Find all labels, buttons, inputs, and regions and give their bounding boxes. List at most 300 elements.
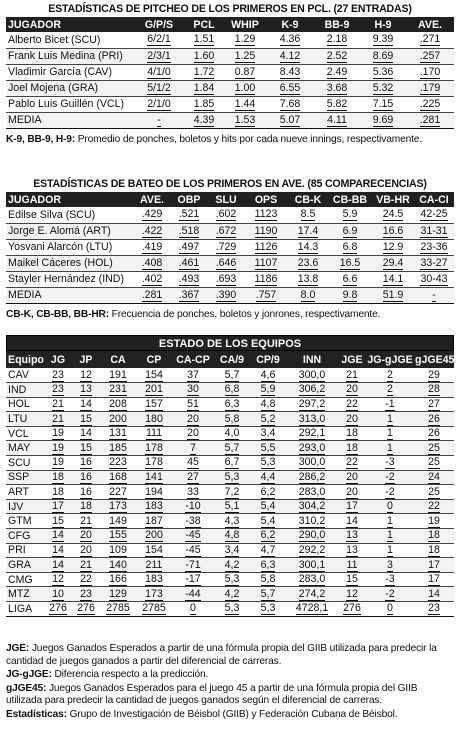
pitching-title: ESTADÍSTICAS DE PITCHEO DE LOS PRIMEROS EN PCL. (27 ENTRADAS)	[48, 3, 412, 15]
table-cell	[184, 96, 224, 112]
cell-value: 21	[346, 368, 358, 381]
cell-value: 12	[52, 573, 64, 586]
cell-value: 19	[52, 456, 64, 469]
table-cell	[208, 239, 244, 255]
row-label: IJV	[6, 499, 44, 514]
cell-value: 1107	[254, 256, 278, 269]
row-label: CAV	[6, 368, 44, 383]
table-cell	[328, 271, 372, 287]
row-label: MEDIA	[6, 112, 134, 128]
cell-value: 4.12	[279, 49, 301, 62]
table-cell	[338, 587, 366, 602]
table-cell	[72, 412, 100, 427]
pitching-note-text: Promedio de ponches, boletos y hits por cada nueve innings, respectivamente.	[75, 133, 423, 145]
cell-value: 30-43	[420, 272, 448, 285]
row-label: PRI	[6, 543, 44, 558]
cell-value: 7.15	[372, 97, 394, 110]
table-cell	[214, 383, 250, 398]
table-cell	[172, 412, 214, 427]
cell-value: 5.9	[342, 208, 358, 221]
cell-value: 29	[428, 368, 440, 381]
table-cell	[288, 287, 328, 303]
row-label: Joel Mojena (GRA)	[6, 80, 134, 96]
table-cell	[134, 64, 184, 80]
cell-value: 6,2	[260, 529, 276, 542]
legend-item	[6, 669, 454, 682]
cell-value: 51.9	[382, 288, 404, 301]
table-cell	[224, 64, 266, 80]
table-cell	[100, 441, 136, 456]
table-cell	[172, 397, 214, 412]
pitching-note	[6, 134, 454, 147]
cell-value: 208	[109, 397, 127, 410]
cell-value: 2.52	[326, 49, 348, 62]
cell-value: 5,7	[224, 368, 240, 381]
cell-value: 42-25	[420, 208, 448, 221]
standings-title: ESTADO DE LOS EQUIPOS	[6, 335, 454, 351]
cell-value: 20	[346, 470, 358, 483]
cell-value: .497	[178, 240, 200, 253]
table-cell	[414, 470, 454, 485]
table-cell	[214, 587, 250, 602]
cell-value: 109	[109, 543, 127, 556]
cell-value: .518	[178, 224, 200, 237]
row-label: CMG	[6, 572, 44, 587]
table-cell	[328, 207, 372, 223]
table-cell	[184, 64, 224, 80]
table-cell	[100, 514, 136, 529]
cell-value: 4,8	[224, 529, 240, 542]
cell-value: 154	[145, 368, 163, 381]
cell-value: 292,2	[298, 543, 326, 556]
cell-value: 200	[109, 412, 127, 425]
cell-value: 1.00	[234, 81, 256, 94]
batting-note-key: CB-K, CB-BB, BB-HR:	[6, 308, 109, 320]
cell-value: 16.5	[339, 256, 361, 269]
table-cell	[338, 543, 366, 558]
table-cell	[414, 271, 454, 287]
row-label: Jorge E. Alomá (ART)	[6, 223, 134, 239]
cell-value: 28	[428, 383, 440, 396]
table-cell	[134, 112, 184, 128]
table-cell	[406, 96, 454, 112]
cell-value: 14	[52, 529, 64, 542]
table-cell	[44, 426, 72, 441]
cell-value: 24	[428, 470, 440, 483]
table-cell	[366, 543, 414, 558]
table-cell	[100, 470, 136, 485]
table-cell	[214, 558, 250, 573]
cell-value: 290,0	[298, 529, 326, 542]
cell-value: 2.49	[326, 65, 348, 78]
batting-title: ESTADÍSTICAS DE BATEO DE LOS PRIMEROS EN AVE. (85 COMPARECENCIAS)	[33, 178, 427, 190]
cell-value: 1	[387, 543, 393, 556]
table-row	[6, 207, 454, 223]
cell-value: 178	[145, 456, 163, 469]
cell-value: 12	[80, 368, 92, 381]
table-cell	[44, 514, 72, 529]
col-header-ca-cp: CA-CP	[172, 351, 214, 368]
cell-value: 0.87	[234, 65, 256, 78]
cell-value: 183	[145, 500, 163, 513]
cell-value: 173	[145, 587, 163, 600]
table-cell	[44, 368, 72, 383]
cell-value: 6.55	[279, 81, 301, 94]
table-cell	[136, 529, 172, 544]
cell-value: 21	[52, 412, 64, 425]
cell-value: 26	[428, 412, 440, 425]
cell-value: 4.36	[279, 33, 301, 46]
table-cell	[286, 499, 338, 514]
table-cell	[266, 80, 314, 96]
cell-value: 300,1	[298, 558, 326, 571]
table-cell	[244, 255, 288, 271]
cell-value: 5,3	[260, 456, 276, 469]
table-cell	[366, 572, 414, 587]
table-cell	[44, 499, 72, 514]
cell-value: 17	[428, 558, 440, 571]
row-label: CFG	[6, 529, 44, 544]
cell-value: 4728,1	[295, 602, 329, 615]
row-label: GRA	[6, 558, 44, 573]
table-cell	[134, 48, 184, 64]
cell-value: 16	[80, 470, 92, 483]
cell-value: 4,8	[260, 397, 276, 410]
cell-value: 4,0	[224, 427, 240, 440]
cell-value: -3	[385, 573, 395, 586]
legend-key: JG-gJGE:	[6, 669, 52, 680]
table-cell	[136, 587, 172, 602]
table-cell	[136, 543, 172, 558]
cell-value: .402	[141, 272, 163, 285]
table-cell	[286, 514, 338, 529]
table-cell	[414, 441, 454, 456]
table-cell	[372, 271, 414, 287]
cell-value: 3.68	[326, 81, 348, 94]
table-cell	[214, 602, 250, 617]
table-cell	[338, 368, 366, 383]
cell-value: 14	[80, 427, 92, 440]
cell-value: 14	[346, 514, 358, 527]
cell-value: -3	[385, 456, 395, 469]
cell-value: 45	[187, 456, 199, 469]
table-cell	[44, 529, 72, 544]
cell-value: 3	[387, 558, 393, 571]
table-cell	[214, 485, 250, 500]
table-cell	[214, 514, 250, 529]
table-cell	[360, 32, 406, 48]
row-label: SSP	[6, 470, 44, 485]
cell-value: 10	[52, 587, 64, 600]
table-cell	[314, 80, 360, 96]
cell-value: 18	[346, 441, 358, 454]
table-cell	[244, 207, 288, 223]
cell-value: .672	[215, 224, 237, 237]
legend-key: Estadísticas:	[6, 708, 67, 720]
batting-note	[6, 309, 454, 322]
table-cell	[286, 572, 338, 587]
cell-value: 25	[428, 441, 440, 454]
cell-value: 15	[346, 573, 358, 586]
cell-value: 9.8	[342, 288, 358, 301]
cell-value: 30	[187, 383, 199, 396]
table-cell	[372, 255, 414, 271]
cell-value: 185	[109, 441, 127, 454]
table-cell	[136, 456, 172, 471]
col-header-ave: AVE.	[134, 192, 170, 207]
table-cell	[136, 558, 172, 573]
cell-value: 6.9	[342, 224, 358, 237]
cell-value: 2/1/0	[147, 97, 171, 110]
cell-value: 4,2	[224, 558, 240, 571]
table-cell	[338, 514, 366, 529]
table-cell	[406, 64, 454, 80]
col-header-vb-hr: VB-HR	[372, 192, 414, 207]
cell-value: 1.85	[193, 97, 215, 110]
cell-value: 157	[145, 397, 163, 410]
table-cell	[414, 426, 454, 441]
cell-value: 33-27	[420, 256, 448, 269]
cell-value: -	[157, 113, 161, 126]
cell-value: .493	[178, 272, 200, 285]
cell-value: 200	[145, 529, 163, 542]
table-cell	[72, 499, 100, 514]
cell-value: 5,2	[260, 412, 276, 425]
cell-value: .271	[419, 33, 441, 46]
cell-value: 5,7	[224, 441, 240, 454]
row-label: MTZ	[6, 587, 44, 602]
table-cell	[266, 32, 314, 48]
table-cell	[72, 426, 100, 441]
cell-value: 13	[346, 543, 358, 556]
cell-value: .281	[419, 113, 441, 126]
table-cell	[366, 470, 414, 485]
cell-value: 20	[187, 427, 199, 440]
pitching-header-row	[6, 17, 454, 32]
table-cell	[338, 441, 366, 456]
cell-value: 5.82	[326, 97, 348, 110]
cell-value: 9.39	[372, 33, 394, 46]
table-cell	[100, 499, 136, 514]
table-cell	[72, 602, 100, 617]
cell-value: .693	[215, 272, 237, 285]
cell-value: 22	[428, 500, 440, 513]
cell-value: 20	[346, 485, 358, 498]
cell-value: 5,1	[224, 500, 240, 513]
cell-value: 37	[187, 368, 199, 381]
cell-value: 276	[77, 602, 95, 615]
cell-value: 13	[346, 529, 358, 542]
table-cell	[170, 207, 208, 223]
table-cell	[44, 485, 72, 500]
cell-value: 23	[80, 587, 92, 600]
table-cell	[414, 485, 454, 500]
cell-value: 19	[52, 441, 64, 454]
col-header-jge: JGE	[338, 351, 366, 368]
table-cell	[72, 397, 100, 412]
row-label: Vladimir García (CAV)	[6, 64, 134, 80]
cell-value: 310,2	[298, 514, 326, 527]
cell-value: 15	[80, 441, 92, 454]
table-cell	[44, 572, 72, 587]
cell-value: 2/3/1	[147, 49, 171, 62]
cell-value: 129	[109, 587, 127, 600]
table-row	[6, 112, 454, 128]
table-cell	[100, 412, 136, 427]
table-cell	[314, 64, 360, 80]
table-cell	[266, 112, 314, 128]
cell-value: 12.9	[382, 240, 404, 253]
table-cell	[328, 223, 372, 239]
cell-value: -10	[185, 500, 201, 513]
cell-value: 22	[346, 397, 358, 410]
table-cell	[266, 64, 314, 80]
table-cell	[170, 223, 208, 239]
cell-value: 5.36	[372, 65, 394, 78]
row-label: Frank Luis Medina (PRI)	[6, 48, 134, 64]
table-cell	[338, 426, 366, 441]
cell-value: 20	[187, 412, 199, 425]
cell-value: 168	[109, 470, 127, 483]
legend-text: Juegos Ganados Esperados a partir de una fórmula propia del GIIB utilizada para predecir la cantidad de juegos ganados a partir del diferencial de carreras.	[6, 643, 437, 667]
cell-value: 14.3	[297, 240, 319, 253]
table-cell	[366, 529, 414, 544]
cell-value: 5,3	[224, 573, 240, 586]
cell-value: .757	[255, 288, 277, 301]
cell-value: 13.8	[297, 272, 319, 285]
cell-value: -2	[385, 587, 395, 600]
row-label: LTU	[6, 412, 44, 427]
cell-value: 14	[428, 587, 440, 600]
cell-value: 6,2	[260, 485, 276, 498]
table-cell	[406, 48, 454, 64]
table-cell	[44, 602, 72, 617]
cell-value: 17	[428, 573, 440, 586]
row-label: Edilse Silva (SCU)	[6, 207, 134, 223]
cell-value: 5/1/2	[147, 81, 171, 94]
cell-value: .729	[215, 240, 237, 253]
pitching-table	[6, 17, 454, 129]
cell-value: .419	[141, 240, 163, 253]
table-cell	[328, 255, 372, 271]
cell-value: 1.72	[193, 65, 215, 78]
row-label: LIGA	[6, 602, 44, 617]
table-cell	[44, 456, 72, 471]
table-cell	[134, 207, 170, 223]
cell-value: 17	[52, 500, 64, 513]
table-cell	[208, 207, 244, 223]
table-cell	[286, 602, 338, 617]
table-cell	[172, 558, 214, 573]
col-header-gjge45: gJGE45	[414, 351, 454, 368]
cell-value: 18	[428, 529, 440, 542]
table-cell	[288, 271, 328, 287]
cell-value: 293,0	[298, 441, 326, 454]
row-label: ART	[6, 485, 44, 500]
table-cell	[214, 572, 250, 587]
table-cell	[286, 587, 338, 602]
col-header-ca: CA	[100, 351, 136, 368]
table-cell	[366, 383, 414, 398]
cell-value: 111	[145, 427, 163, 440]
row-label: Maikel Cáceres (HOL)	[6, 255, 134, 271]
cell-value: 16	[80, 456, 92, 469]
table-cell	[406, 80, 454, 96]
cell-value: 227	[109, 485, 127, 498]
pitching-section	[6, 0, 454, 146]
col-header-equipo: Equipo	[6, 351, 44, 368]
table-cell	[214, 470, 250, 485]
table-cell	[250, 499, 286, 514]
cell-value: 3,4	[224, 543, 240, 556]
table-cell	[338, 558, 366, 573]
table-cell	[100, 426, 136, 441]
table-cell	[136, 485, 172, 500]
table-cell	[136, 397, 172, 412]
table-cell	[366, 456, 414, 471]
standings-section	[6, 335, 454, 617]
table-row	[6, 48, 454, 64]
cell-value: -45	[185, 529, 201, 542]
table-row	[6, 426, 454, 441]
row-label: GTM	[6, 514, 44, 529]
cell-value: 8.5	[300, 208, 316, 221]
legend	[6, 643, 454, 722]
table-cell	[214, 397, 250, 412]
table-row	[6, 383, 454, 398]
table-cell	[338, 499, 366, 514]
cell-value: 14.1	[382, 272, 404, 285]
cell-value: 2785	[142, 602, 166, 615]
table-cell	[366, 441, 414, 456]
table-cell	[406, 112, 454, 128]
table-cell	[44, 383, 72, 398]
cell-value: 17	[346, 500, 358, 513]
table-cell	[214, 412, 250, 427]
cell-value: 14	[52, 543, 64, 556]
cell-value: 20	[80, 543, 92, 556]
table-cell	[224, 112, 266, 128]
table-cell	[72, 470, 100, 485]
table-cell	[136, 383, 172, 398]
col-header-jg-gjge: JG-gJGE	[366, 351, 414, 368]
cell-value: 6/2/1	[147, 33, 171, 46]
cell-value: 1123	[254, 208, 278, 221]
cell-value: 4/1/0	[147, 65, 171, 78]
table-cell	[134, 96, 184, 112]
cell-value: -2	[385, 485, 395, 498]
table-cell	[134, 80, 184, 96]
table-cell	[100, 397, 136, 412]
table-cell	[286, 456, 338, 471]
cell-value: 27	[187, 470, 199, 483]
table-cell	[172, 368, 214, 383]
cell-value: 11	[346, 558, 358, 571]
table-cell	[414, 587, 454, 602]
table-cell	[286, 485, 338, 500]
table-cell	[366, 602, 414, 617]
cell-value: 5,7	[260, 587, 276, 600]
table-cell	[172, 441, 214, 456]
cell-value: -1	[385, 397, 395, 410]
table-cell	[414, 207, 454, 223]
table-cell	[72, 485, 100, 500]
table-cell	[172, 543, 214, 558]
legend-text: Diferencia respecto a la predicción.	[51, 669, 209, 680]
cell-value: 283,0	[298, 573, 326, 586]
table-cell	[172, 529, 214, 544]
batting-table	[6, 192, 454, 304]
